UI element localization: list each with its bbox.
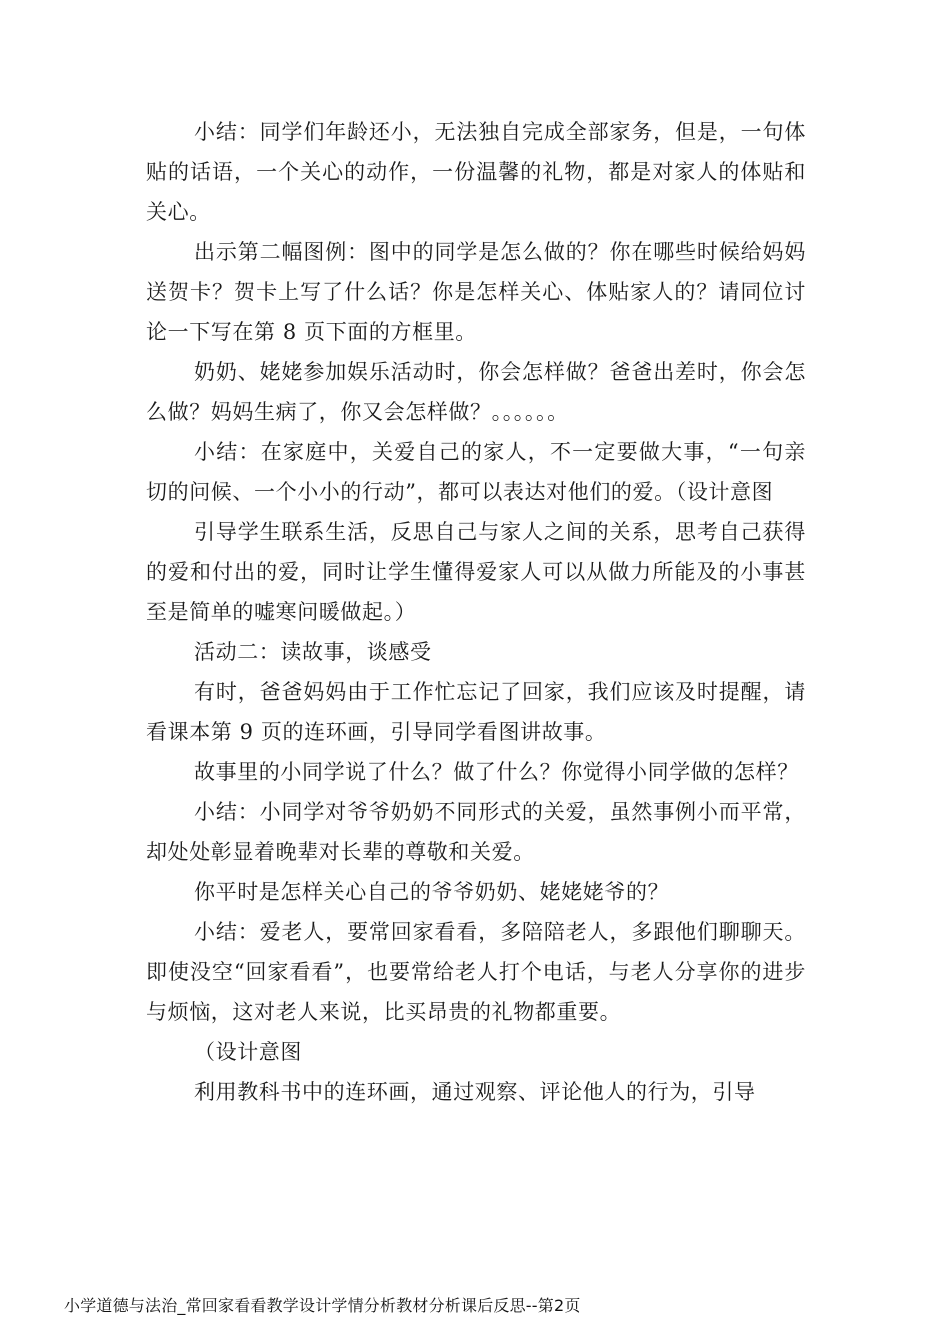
paragraph: 利用教科书中的连环画，通过观察、评论他人的行为，引导 (194, 1080, 756, 1104)
paragraph: 奶奶、姥姥参加娱乐活动时，你会怎样做？爸爸出差时，你会怎么做？妈妈生病了，你又会怎样做？。。。。。。 (146, 360, 806, 424)
paragraph: 出示第二幅图例：图中的同学是怎么做的？你在哪些时候给妈妈送贺卡？贺卡上写了什么话？你是怎样关心、体贴家人的？请同位讨论一下写在第 8 页下面的方框里。 (146, 240, 806, 344)
paragraph: 故事里的小同学说了什么？做了什么？你觉得小同学做的怎样？ (194, 760, 799, 784)
paragraph: 有时，爸爸妈妈由于工作忙忘记了回家，我们应该及时提醒，请看课本第 9 页的连环画，引导同学看图讲故事。 (146, 680, 806, 744)
section-heading: 活动二：读故事，谈感受 (194, 640, 432, 664)
paragraph: 小结：在家庭中，关爱自己的家人，不一定要做大事，“一句亲切的问候、一个小小的行动”，都可以表达对他们的爱。（设计意图 (146, 440, 806, 504)
paragraph: （设计意图 (194, 1040, 302, 1064)
paragraph: 小结：爱老人，要常回家看看，多陪陪老人，多跟他们聊聊天。即使没空“回家看看”，也要常给老人打个电话，与老人分享你的进步与烦恼，这对老人来说，比买昂贵的礼物都重要。 (146, 920, 806, 1024)
page-footer: 小学道德与法治_常回家看看教学设计学情分析教材分析课后反思--第2页 (64, 1296, 581, 1315)
paragraph: 你平时是怎样关心自己的爷爷奶奶、姥姥姥爷的？ (194, 880, 670, 904)
paragraph: 引导学生联系生活，反思自己与家人之间的关系，思考自己获得的爱和付出的爱，同时让学生懂得爱家人可以从做力所能及的小事甚至是简单的嘘寒问暖做起。） (146, 520, 806, 624)
paragraph: 小结：小同学对爷爷奶奶不同形式的关爱，虽然事例小而平常，却处处彰显着晚辈对长辈的尊敬和关爱。 (146, 800, 806, 864)
document-body (146, 112, 806, 1112)
paragraph: 小结：同学们年龄还小，无法独自完成全部家务，但是，一句体贴的话语，一个关心的动作，一份温馨的礼物，都是对家人的体贴和关心。 (146, 120, 806, 224)
